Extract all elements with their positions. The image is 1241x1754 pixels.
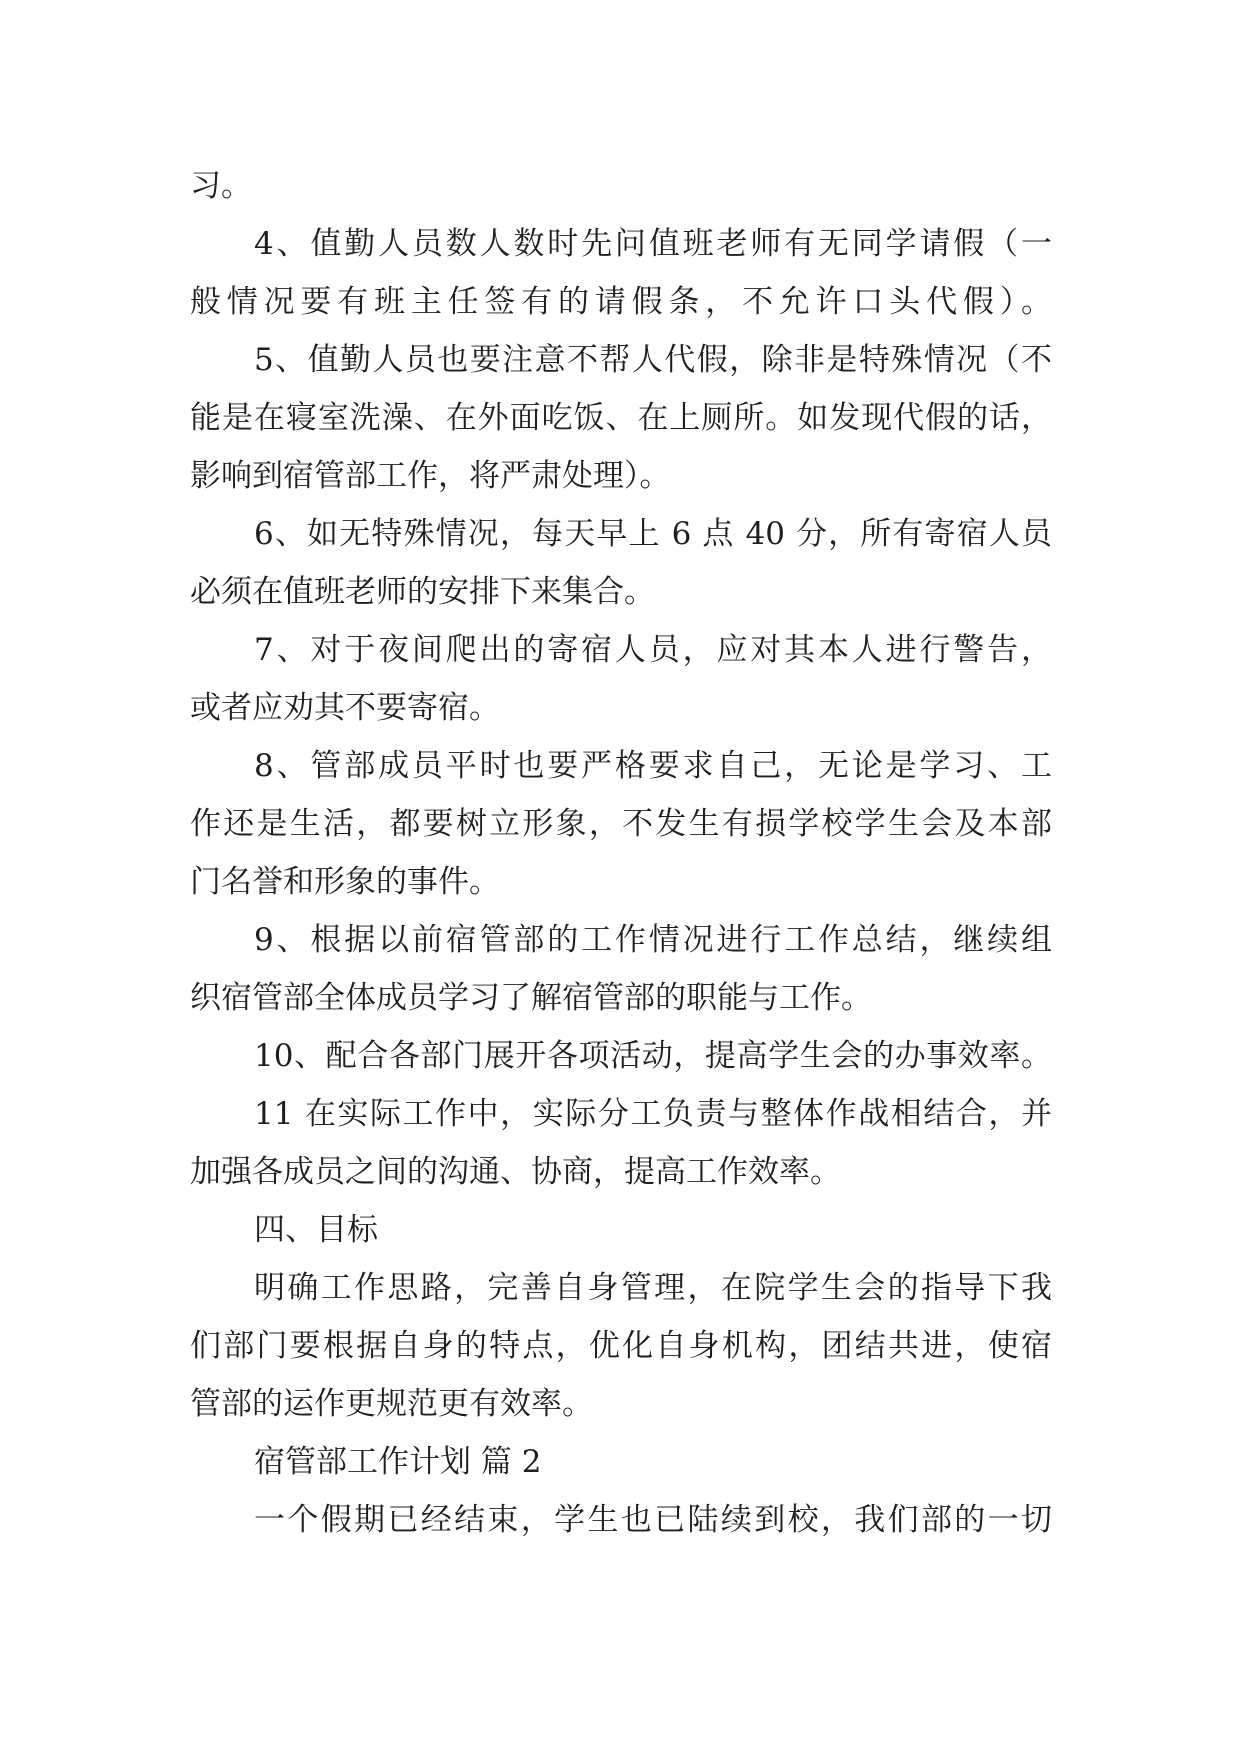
text-line: 7、对于夜间爬出的寄宿人员，应对其本人进行警告，: [254, 632, 1052, 668]
text-line: 门名誉和形象的事件。: [190, 864, 500, 900]
section-heading: 四、目标: [254, 1212, 378, 1248]
text-line: 6、如无特殊情况，每天早上 6 点 40 分，所有寄宿人员: [254, 516, 1052, 552]
section-heading: 宿管部工作计划 篇 2: [254, 1444, 542, 1480]
text-line: 明确工作思路，完善自身管理，在院学生会的指导下我: [254, 1270, 1052, 1306]
text-line: 必须在值班老师的安排下来集合。: [190, 574, 655, 610]
text-line: 4、值勤人员数人数时先问值班老师有无同学请假（一: [254, 226, 1052, 262]
text-line: 们部门要根据自身的特点，优化自身机构，团结共进，使宿: [190, 1328, 1052, 1364]
text-line: 11 在实际工作中，实际分工负责与整体作战相结合，并: [254, 1096, 1052, 1132]
text-line: 习。: [190, 168, 252, 204]
text-line: 能是在寝室洗澡、在外面吃饭、在上厕所。如发现代假的话，: [190, 400, 1052, 436]
text-line: 5、值勤人员也要注意不帮人代假，除非是特殊情况（不: [254, 342, 1052, 378]
text-line: 般情况要有班主任签有的请假条，不允许口头代假）。: [190, 284, 1052, 320]
text-line: 影响到宿管部工作，将严肃处理）。: [190, 458, 671, 494]
text-line: 9、根据以前宿管部的工作情况进行工作总结，继续组: [254, 922, 1052, 958]
text-line: 织宿管部全体成员学习了解宿管部的职能与工作。: [190, 980, 872, 1016]
text-line: 一个假期已经结束，学生也已陆续到校，我们部的一切: [254, 1502, 1052, 1538]
text-line: 或者应劝其不要寄宿。: [190, 690, 500, 726]
text-line: 管部的运作更规范更有效率。: [190, 1386, 593, 1422]
text-line: 8、管部成员平时也要严格要求自己，无论是学习、工: [254, 748, 1052, 784]
text-line: 10、配合各部门展开各项活动，提高学生会的办事效率。: [254, 1038, 1052, 1074]
text-line: 加强各成员之间的沟通、协商，提高工作效率。: [190, 1154, 841, 1190]
text-line: 作还是生活，都要树立形象，不发生有损学校学生会及本部: [190, 806, 1052, 842]
